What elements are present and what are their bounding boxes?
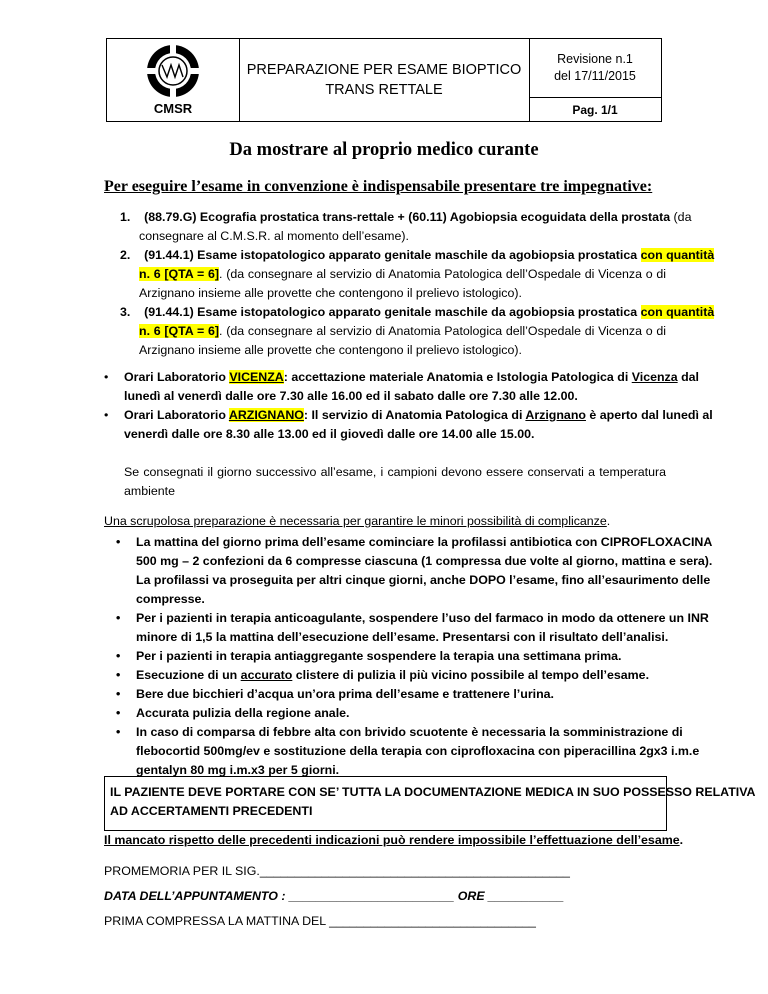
time-blank[interactable]: ___________ [488, 889, 564, 903]
time-label: ORE [457, 889, 485, 903]
quantity-highlight: n. 6 [QTA = 6] [139, 267, 220, 281]
page-number: Pag. 1/1 [572, 102, 618, 117]
lab-arzignano-line2: venerdì dalle ore 8.30 alle 13.00 ed il giovedì dalle ore 14.00 alle 15.00. [124, 427, 535, 441]
preparation-intro: Una scrupolosa preparazione è necessaria per garantire le minori possibilità di complicanze. [104, 514, 611, 528]
instruction-7-line3: gentalyn 80 mg i.m.x3 per 5 giorni. [136, 763, 340, 777]
document-title-cell [239, 39, 530, 121]
appointment-date-blank[interactable]: ________________________ [288, 889, 455, 903]
logo-text: CMSR [153, 101, 193, 116]
instruction-6: Accurata pulizia della regione anale. [136, 706, 350, 720]
revision-number: Revisione n.1 [557, 52, 633, 66]
prescription-text: . (da consegnare al servizio di Anatomia Patologica dell’Ospedale di Vicenza o di [219, 267, 666, 281]
prescription-1-line1 [120, 210, 692, 224]
list-number: 1. [120, 210, 131, 224]
instruction-3: Per i pazienti in terapia antiaggregante sospendere la terapia una settimana prima. [136, 649, 622, 663]
storage-note-line1: Se consegnati il giorno successivo all’esame, i campioni devono essere conservati a temperatura [124, 465, 666, 479]
bullet-icon: • [116, 649, 121, 663]
prescription-3-line3: Arzignano insieme alle provette che contengono il prelievo istologico). [139, 343, 522, 357]
first-pill-label: PRIMA COMPRESSA LA MATTINA DEL [104, 914, 326, 928]
logo-cell [107, 39, 240, 121]
cmsr-logo [138, 41, 208, 101]
prescription-2-line1 [120, 248, 715, 262]
list-number: 3. [120, 305, 131, 319]
instruction-1-line1: La mattina del giorno prima dell’esame cominciare la profilassi antibiotica con CIPROFLOXACINA [136, 535, 713, 549]
prescription-3-line2 [139, 324, 666, 338]
header-title-line1: PREPARAZIONE PER ESAME BIOPTICO [246, 62, 522, 78]
instruction-7-line2: flebocortid 500mg/ev e sostituzione della terapia con ciprofloxacina con piperacillina 2gx3 i.m.e [136, 744, 700, 758]
appointment-label: DATA DELL’APPUNTAMENTO : [104, 889, 286, 903]
prescription-2-line2 [139, 267, 666, 281]
quantity-highlight: con quantità [640, 248, 715, 262]
list-number: 2. [120, 248, 131, 262]
bullet-icon: • [104, 408, 109, 422]
bullet-icon: • [116, 725, 121, 739]
prescription-code: (88.79.G) Ecografia prostatica trans-rettale + (60.11) Agobiopsia ecoguidata della prostata [144, 210, 671, 224]
instruction-1-line4: compresse. [136, 592, 205, 606]
reminder-blank[interactable]: _____________________________________________ [259, 864, 570, 878]
first-pill-blank[interactable]: ______________________________ [329, 914, 536, 928]
header-title-line2: TRANS RETTALE [325, 82, 443, 98]
page-title: Da mostrare al proprio medico curante [229, 140, 539, 160]
instruction-2-line2: minore di 1,5 la mattina dell’esecuzione dell’esame. Presentarsi con il risultato dell’analisi. [136, 630, 669, 644]
lab-vicenza-line1: Orari Laboratorio VICENZA: accettazione materiale Anatomia e Istologia Patologica di Vicenza dal [124, 370, 699, 384]
reminder-label: PROMEMORIA PER IL SIG. [104, 864, 260, 878]
prescription-code: (91.44.1) Esame istopatologico apparato genitale maschile da agobiopsia prostatica [144, 248, 638, 262]
notice-line1: IL PAZIENTE DEVE PORTARE CON SE’ TUTTA LA DOCUMENTAZIONE MEDICA IN SUO POSSESSO RELATIVA [110, 785, 756, 799]
lab-arzignano-line1: Orari Laboratorio ARZIGNANO: Il servizio di Anatomia Patologica di Arzignano è aperto dal lunedì al [124, 408, 713, 422]
quantity-highlight: n. 6 [QTA = 6] [139, 324, 220, 338]
instruction-1-line2: 500 mg – 2 confezioni da 6 compresse ciascuna (1 compressa due volte al giorno, mattina e sera). [136, 554, 713, 568]
bullet-icon: • [104, 370, 109, 384]
bullet-icon: • [116, 668, 121, 682]
prescription-text: (da [673, 210, 692, 224]
bullet-icon: • [116, 611, 121, 625]
instruction-4: Esecuzione di un accurato clistere di pulizia il più vicino possibile al tempo dell’esame. [136, 668, 650, 682]
bullet-icon: • [116, 706, 121, 720]
revision-cell [529, 39, 661, 121]
reminder-field[interactable] [104, 864, 570, 878]
instruction-1-line3: La profilassi va proseguita per altri cinque giorni, anche DOPO l’esame, fino all’esaurimento delle [136, 573, 711, 587]
bullet-icon: • [116, 535, 121, 549]
prescription-3-line1 [120, 305, 715, 319]
lab-vicenza-line2: lunedì al venerdì dalle ore 7.30 alle 16.00 ed il sabato dalle ore 7.30 alle 12.00. [124, 389, 578, 403]
section-subtitle: Per eseguire l’esame in convenzione è indispensabile presentare tre impegnative: [104, 178, 653, 195]
prescription-code: (91.44.1) Esame istopatologico apparato genitale maschile da agobiopsia prostatica [144, 305, 638, 319]
instruction-7-line1: In caso di comparsa di febbre alta con brivido scuotente è necessaria la somministrazione di [136, 725, 683, 739]
instruction-2-line1: Per i pazienti in terapia anticoagulante, sospendere l’uso del farmaco in modo da ottenere un INR [136, 611, 709, 625]
first-pill-field[interactable] [104, 914, 536, 928]
quantity-highlight: con quantità [640, 305, 715, 319]
bullet-icon: • [116, 687, 121, 701]
lab-name-arzignano: ARZIGNANO [228, 408, 304, 422]
prescription-text: . (da consegnare al servizio di Anatomia Patologica dell’Ospedale di Vicenza o di [219, 324, 666, 338]
notice-line2: AD ACCERTAMENTI PRECEDENTI [110, 804, 313, 818]
document-header [106, 38, 662, 122]
instruction-5: Bere due bicchieri d’acqua un’ora prima dell’esame e trattenere l’urina. [136, 687, 554, 701]
prescription-2-line3: Arzignano insieme alle provette che contengono il prelievo istologico). [139, 286, 522, 300]
appointment-field[interactable] [104, 889, 564, 903]
storage-note-line2: ambiente [124, 484, 175, 498]
lab-name-vicenza: VICENZA [229, 370, 284, 384]
warning-text: Il mancato rispetto delle precedenti indicazioni può rendere impossibile l’effettuazione dell’esame. [104, 833, 684, 847]
prescription-1-line2: consegnare al C.M.S.R. al momento dell’esame). [139, 229, 409, 243]
revision-date: del 17/11/2015 [554, 69, 636, 83]
